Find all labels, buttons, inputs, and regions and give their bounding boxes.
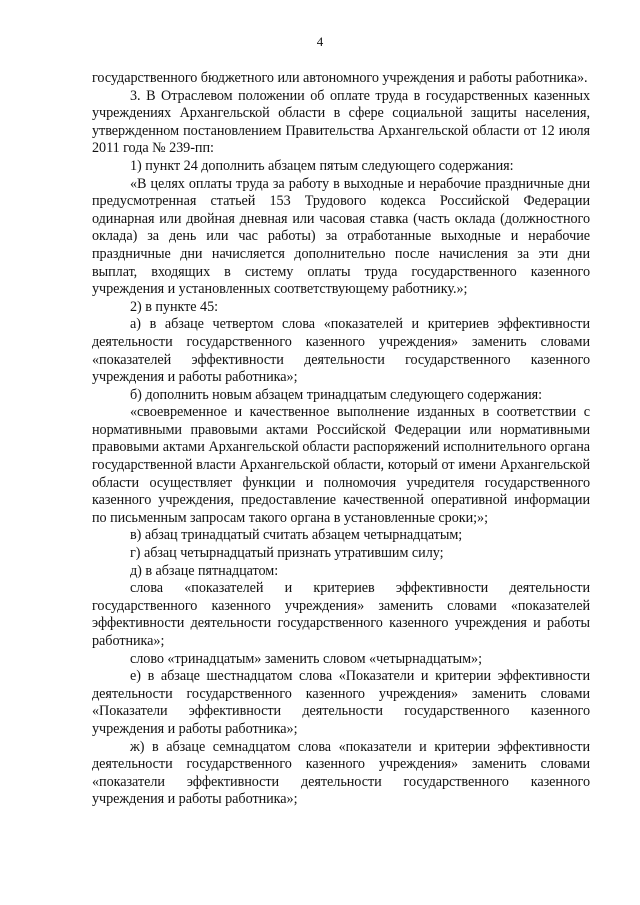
paragraph-quote-timely: «своевременное и качественное выполнение изданных в соответствии с нормативными правовыми актами Российской Федерации или нормативными правовыми актами Архангельской области распоряжений исполнительного органа государственной власти Архангельской области, который от имени Архангельской области осуществляет функции и полномочия учредителя государственного казенного учреждения, предоставление качественной оперативной информации по письменным запросам такого органа в установленные сроки;»; — [92, 404, 590, 526]
paragraph-item-3: 3. В Отраслевом положении об оплате труда в государственных казенных учреждениях Архангельской области в сфере социальной защиты населения, утвержденном постановлением Правительства Архангельской области от 12 июля 2011 года № 239-пп: — [92, 87, 590, 157]
paragraph-letter-a: а) в абзаце четвертом слова «показателей и критериев эффективности деятельности государственного казенного учреждения» заменить словами «показателей эффективности деятельности государственного казенного учреждения и работы работника»; — [92, 316, 590, 386]
paragraph-letter-d: д) в абзаце пятнадцатом: — [130, 562, 279, 579]
paragraph-letter-e: е) в абзаце шестнадцатом слова «Показатели и критерии эффективности деятельности государственного казенного учреждения» заменить словами «Показатели эффективности деятельности государственного казенного учреждения и работы работника»; — [92, 668, 590, 737]
paragraph-subitem-1: 1) пункт 24 дополнить абзацем пятым следующего содержания: — [130, 157, 514, 174]
paragraph-letter-zh: ж) в абзаце семнадцатом слова «показатели и критерии эффективности деятельности государственного казенного учреждения» заменить словами «показатели эффективности деятельности государственного казенного учреждения и работы работника»; — [92, 738, 590, 808]
paragraph-words-replace: слова «показателей и критериев эффективности деятельности государственного казенного учреждения» заменить словами «показателей эффективности деятельности государственного казенного учреждения и работы работника»; — [92, 580, 590, 649]
paragraph-word-replace: слово «тринадцатым» заменить словом «четырнадцатым»; — [130, 650, 482, 667]
paragraph-letter-b: б) дополнить новым абзацем тринадцатым следующего содержания: — [130, 386, 543, 403]
paragraph-continuation: государственного бюджетного или автономного учреждения и работы работника». — [92, 70, 588, 86]
paragraph-letter-v: в) абзац тринадцатый считать абзацем четырнадцатым; — [130, 527, 463, 544]
page-number: 4 — [316, 34, 324, 49]
paragraph-subitem-2: 2) в пункте 45: — [130, 298, 219, 315]
paragraph-quote-overtime: «В целях оплаты труда за работу в выходные и нерабочие праздничные дни предусмотренная статьей 153 Трудового кодекса Российской Федерации одинарная или двойная дневная или часовая ставка (часть оклада (должностного оклада) за день или час работы) за отработанные выходные и нерабочие праздничные дни начисляется дополнительно после начисления за эти дни выплат, входящих в систему оплаты труда государственного казенного учреждения и установленных соответствующему работнику.»; — [92, 175, 590, 298]
document-body — [92, 70, 590, 809]
paragraph-letter-g: г) абзац четырнадцатый признать утратившим силу; — [130, 545, 444, 562]
